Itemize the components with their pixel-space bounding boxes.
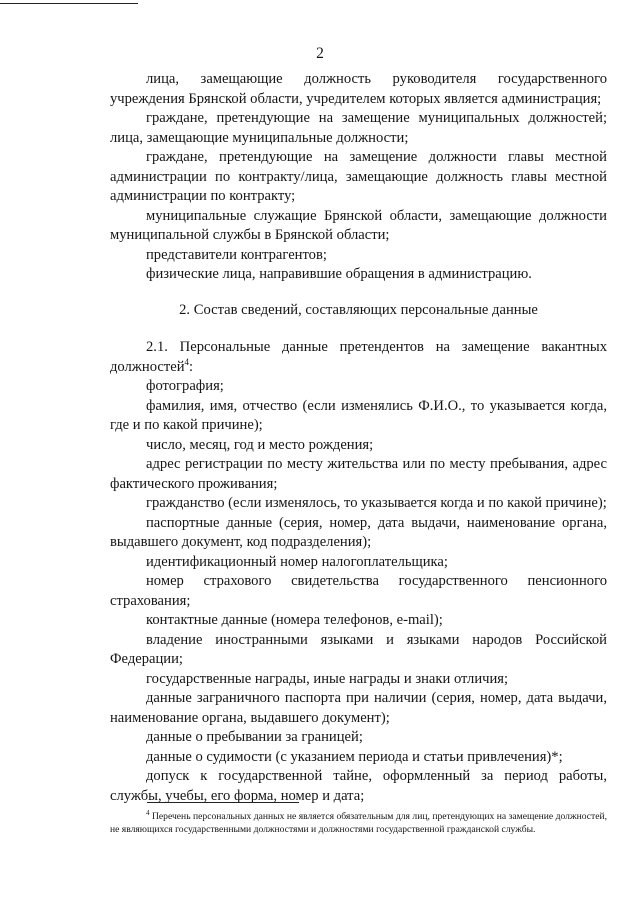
subsection-intro-text: 2.1. Персональные данные претендентов на замещение вакантных должностей: [110, 339, 607, 375]
list-item: адрес регистрации по месту жительства или по месту пребывания, адрес фактического проживания;: [110, 456, 607, 492]
list-item: фотография;: [146, 378, 224, 394]
list-item: данные о пребывании за границей;: [146, 729, 363, 745]
list-item: номер страхового свидетельства государственного пенсионного страхования;: [110, 573, 607, 609]
paragraph-municipal-employees: муниципальные служащие Брянской области, замещающие должности муниципальной службы в Брянской области;: [110, 207, 607, 243]
top-corner-rule: [0, 3, 138, 4]
list-item: данные заграничного паспорта при наличии (серия, номер, дата выдачи, наименование органа, выдавшего документ);: [110, 690, 607, 726]
list-item: государственные награды, иные награды и знаки отличия;: [146, 670, 509, 687]
paragraph-counterparties: представители контрагентов;: [146, 246, 327, 263]
paragraph-managers: лица, замещающие должность руководителя государственного учреждения Брянской области, учредителем которых является администрация;: [110, 71, 607, 107]
footnote-reference: 4: [184, 356, 190, 367]
list-item: допуск к государственной тайне, оформленный за период работы, службы, учебы, его форма, номер и дата;: [110, 768, 607, 804]
paragraph-head-of-administration: граждане, претендующие на замещение должности главы местной администрации по контракту/лица, замещающие должность главы местной администрации по контракту;: [110, 149, 607, 204]
list-item: гражданство (если изменялось, то указывается когда и по какой причине);: [146, 495, 607, 511]
footnote-mark: 4: [146, 808, 150, 817]
footnote: [110, 808, 607, 836]
list-item: паспортные данные (серия, номер, дата выдачи, наименование органа, выдавшего документ, код подразделения);: [110, 514, 607, 550]
section-heading: 2. Состав сведений, составляющих персональные данные: [179, 301, 538, 318]
document-body: [110, 70, 607, 806]
subsection-intro: [110, 338, 607, 377]
list-item: данные о судимости (с указанием периода и статьи привлечения)*;: [146, 748, 563, 765]
list-item: контактные данные (номера телефонов, e-mail);: [146, 612, 443, 628]
subsection-intro-colon: :: [189, 358, 194, 375]
list-item: фамилия, имя, отчество (если изменялись Ф.И.О., то указывается когда, где и по какой причине);: [110, 397, 607, 433]
paragraph-municipal-candidates: граждане, претендующие на замещение муниципальных должностей; лица, замещающие муниципальные должности;: [110, 110, 607, 146]
list-item: идентификационный номер налогоплательщика;: [146, 553, 448, 570]
page-number: 2: [316, 45, 324, 62]
paragraph-individuals: физические лица, направившие обращения в администрацию.: [146, 266, 532, 282]
footnote-separator: [147, 802, 299, 803]
footnote-text: Перечень персональных данных не является обязательным для лиц, претендующих на замещение должностей, не являющихся государственными должностями и должностями государственной гражданской службы.: [110, 811, 607, 835]
list-item: владение иностранными языками и языками народов Российской Федерации;: [110, 631, 607, 667]
list-item: число, месяц, год и место рождения;: [146, 436, 374, 453]
